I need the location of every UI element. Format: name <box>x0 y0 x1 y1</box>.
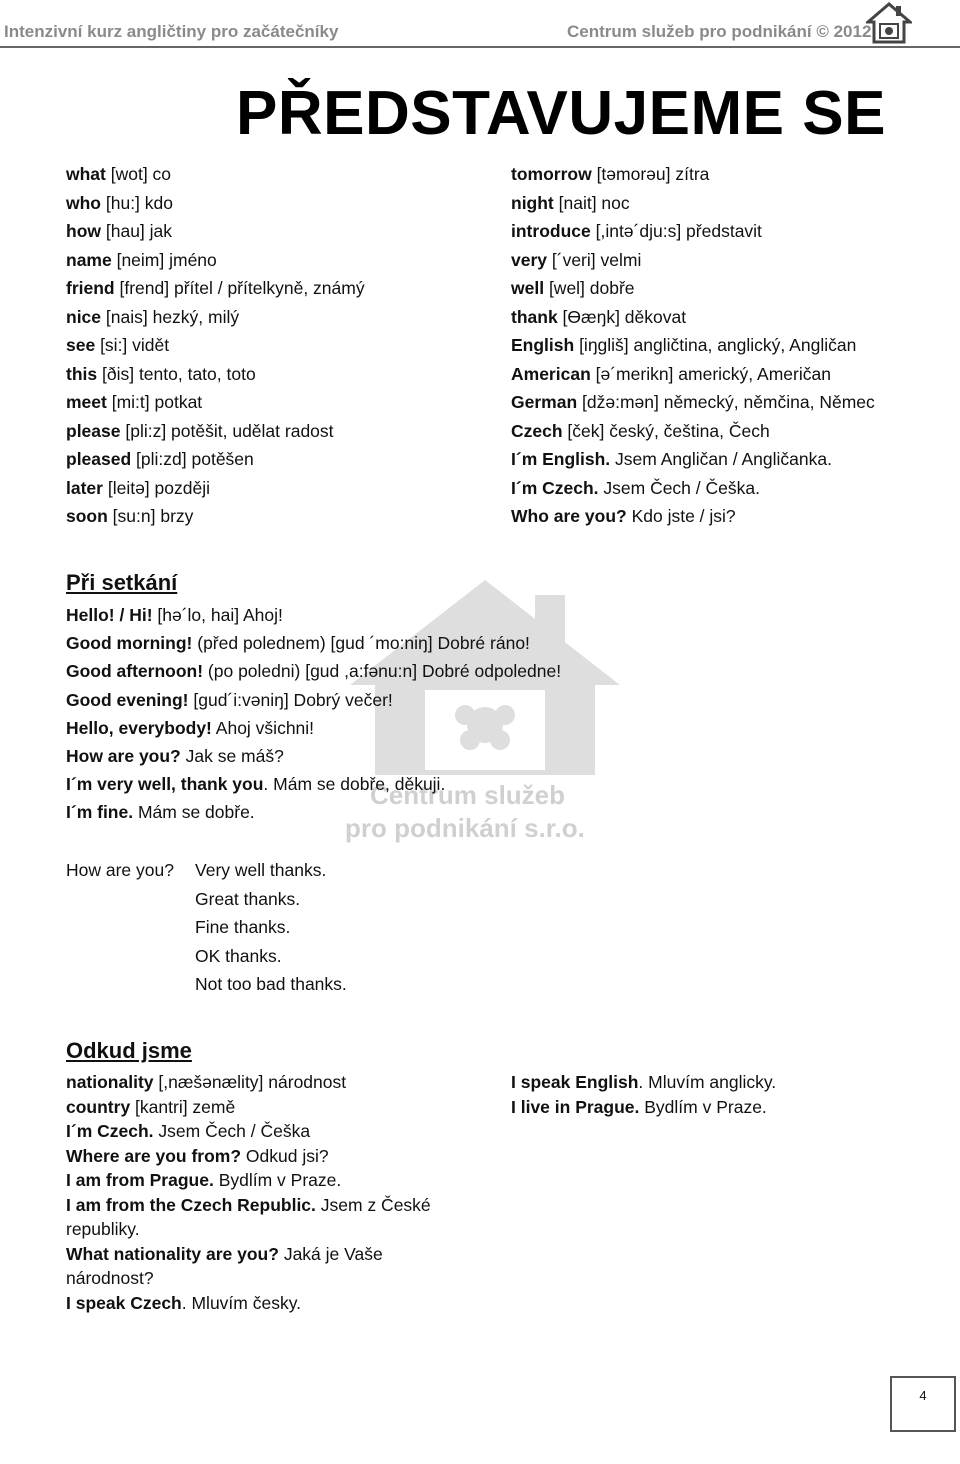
english-term: Good afternoon! <box>66 661 204 682</box>
vocab-line <box>66 1244 383 1264</box>
watermark-text: Centrum služeb <box>370 780 566 810</box>
vocab-line <box>66 1097 235 1117</box>
vocab-line <box>66 478 210 498</box>
translation: Jsem z České <box>315 1194 431 1215</box>
translation: Mám se dobře. <box>133 802 255 823</box>
translation: [hə´lo, hai] Ahoj! <box>152 605 283 625</box>
translation: [su:n] brzy <box>107 506 194 526</box>
vocab-line <box>511 449 832 469</box>
response-item: Fine thanks. <box>195 917 291 937</box>
vocab-line <box>66 1072 346 1092</box>
english-term: Hello, everybody! <box>66 717 212 738</box>
translation: [hu:] kdo <box>101 192 173 213</box>
vocab-line <box>66 221 172 241</box>
vocab-line <box>66 364 256 384</box>
header-course-title: Intenzivní kurz angličtiny pro začátečníky <box>4 22 339 41</box>
english-term: who <box>66 192 101 213</box>
english-term: What nationality are you? <box>66 1243 279 1264</box>
translation: [ə´merikn] americký, Američan <box>590 363 831 384</box>
translation: [pli:zd] potěšen <box>131 449 254 469</box>
english-term: pleased <box>66 449 132 469</box>
translation: [nait] noc <box>553 192 630 213</box>
english-term: soon <box>66 506 108 526</box>
vocab-line <box>511 307 686 327</box>
english-term: meet <box>66 392 107 412</box>
translation: [si:] vidět <box>95 335 170 355</box>
translation: Jsem Čech / Češka <box>153 1121 311 1141</box>
translation: Jsem Čech / Češka. <box>598 477 760 498</box>
english-term: how <box>66 221 101 241</box>
vocab-line <box>66 250 217 270</box>
translation: Ahoj všichni! <box>211 717 315 738</box>
translation: [ček] český, čeština, Čech <box>562 420 770 441</box>
vocab-line <box>511 364 831 384</box>
vocab-line <box>66 633 530 653</box>
vocab-line <box>66 506 193 526</box>
section-heading-origin: Odkud jsme <box>66 1038 192 1063</box>
translation: . Mluvím anglicky. <box>638 1072 777 1092</box>
translation: Odkud jsi? <box>241 1145 329 1166</box>
english-term: Hello! / Hi! <box>66 605 153 625</box>
responses-question: How are you? <box>66 860 174 880</box>
english-term: How are you? <box>66 746 181 766</box>
translation: [ðis] tento, tato, toto <box>97 363 256 384</box>
english-term: please <box>66 420 121 441</box>
response-item: Not too bad thanks. <box>195 974 347 994</box>
vocab-line <box>66 1195 431 1215</box>
translation: Bydlím v Praze. <box>213 1170 342 1190</box>
translation: [Өæŋk] děkovat <box>557 306 687 327</box>
response-item: Great thanks. <box>195 888 301 909</box>
vocab-line <box>511 1097 767 1117</box>
vocab-line <box>66 746 284 766</box>
vocab-line <box>66 392 202 412</box>
vocab-line <box>66 1268 154 1288</box>
translation: [leitə] později <box>102 477 210 498</box>
vocab-line <box>66 307 239 327</box>
english-term: introduce <box>511 221 591 241</box>
vocab-line <box>511 250 641 270</box>
section-heading-meeting: Při setkání <box>66 570 178 595</box>
vocab-line <box>511 392 875 412</box>
response-item: Very well thanks. <box>195 860 327 880</box>
vocab-line <box>66 421 334 441</box>
english-term: I´m very well, thank you <box>66 774 264 795</box>
vocab-line <box>66 1293 301 1313</box>
translation: [frend] přítel / přítelkyně, známý <box>114 278 365 298</box>
vocab-line <box>66 278 365 298</box>
vocab-line <box>511 164 709 184</box>
english-term: tomorrow <box>511 164 592 184</box>
english-term: later <box>66 477 103 498</box>
english-term: I´m English. <box>511 449 611 469</box>
translation: Bydlím v Praze. <box>639 1096 767 1117</box>
vocab-line <box>66 1146 329 1166</box>
house-logo-icon <box>866 2 912 44</box>
vocab-line <box>511 193 630 213</box>
translation: . Mluvím česky. <box>181 1292 302 1313</box>
english-term: very <box>511 249 548 270</box>
vocab-line <box>66 718 314 738</box>
translation: národnost? <box>66 1268 154 1288</box>
translation: [təmorəu] zítra <box>591 164 710 184</box>
english-term: I speak Czech <box>66 1292 182 1313</box>
vocab-line <box>511 421 770 441</box>
vocab-line <box>66 449 254 469</box>
translation: [iŋgliš] angličtina, anglický, Angličan <box>574 335 857 355</box>
english-term: night <box>511 192 554 213</box>
english-term: nice <box>66 306 102 327</box>
translation: Jsem Angličan / Angličanka. <box>610 449 832 469</box>
translation: Kdo jste / jsi? <box>626 506 736 526</box>
vocab-line <box>66 193 173 213</box>
translation: [,næšənælity] národnost <box>153 1072 347 1092</box>
vocab-line <box>511 1072 776 1092</box>
translation: [neim] jméno <box>111 249 217 270</box>
translation: Jaká je Vaše <box>278 1243 383 1264</box>
vocab-line <box>511 221 762 241</box>
english-term: see <box>66 335 96 355</box>
vocab-line <box>66 690 393 710</box>
english-term: English <box>511 335 575 355</box>
translation: [wel] dobře <box>544 278 635 298</box>
translation: Jak se máš? <box>180 746 284 766</box>
english-term: Czech <box>511 420 563 441</box>
response-item: OK thanks. <box>195 945 282 966</box>
translation: [mi:t] potkat <box>106 392 203 412</box>
vocab-line <box>66 1170 341 1190</box>
vocab-line <box>66 1121 310 1141</box>
english-term: this <box>66 363 98 384</box>
vocab-line <box>66 605 283 625</box>
vocab-line <box>511 278 635 298</box>
english-term: thank <box>511 306 558 327</box>
vocab-line <box>511 478 760 498</box>
vocab-line <box>511 335 856 355</box>
english-term: I live in Prague. <box>511 1096 640 1117</box>
page-title: PŘEDSTAVUJEME SE <box>236 79 886 148</box>
vocab-line <box>66 774 445 794</box>
english-term: I´m fine. <box>66 802 134 823</box>
vocab-line <box>66 802 255 822</box>
translation: [´veri] velmi <box>547 249 642 270</box>
vocab-line <box>66 661 561 681</box>
english-term: I´m Czech. <box>66 1121 154 1141</box>
english-term: Who are you? <box>511 506 627 526</box>
page-number: 4 <box>919 1388 927 1403</box>
english-term: Good morning! <box>66 633 193 654</box>
translation: [nais] hezký, milý <box>101 306 240 327</box>
page-number-box <box>890 1376 956 1432</box>
translation: . Mám se dobře, děkuji. <box>263 774 446 795</box>
translation: (před polednem) [gud ´mo:niŋ] Dobré ráno! <box>192 633 530 654</box>
translation: [,intə´dju:s] představit <box>590 221 762 241</box>
translation: [džə:mən] německý, němčina, Němec <box>577 392 875 412</box>
header-company: Centrum služeb pro podnikání © 2012 <box>567 22 872 41</box>
english-term: Where are you from? <box>66 1145 242 1166</box>
vocab-line <box>66 164 171 184</box>
english-term: country <box>66 1096 131 1117</box>
translation: [kantri] země <box>130 1096 236 1117</box>
english-term: I´m Czech. <box>511 477 599 498</box>
translation: [hau] jak <box>101 221 173 241</box>
english-term: Good evening! <box>66 689 189 710</box>
translation: [pli:z] potěšit, udělat radost <box>120 420 334 441</box>
english-term: I speak English <box>511 1072 639 1092</box>
english-term: friend <box>66 278 115 298</box>
vocab-line <box>66 335 169 355</box>
english-term: well <box>511 278 545 298</box>
page-header <box>0 0 960 48</box>
translation: (po poledni) [gud ,a:fənu:n] Dobré odpoledne! <box>203 661 562 682</box>
english-term: name <box>66 249 112 270</box>
english-term: I am from Prague. <box>66 1170 214 1190</box>
vocab-line <box>511 506 736 526</box>
english-term: I am from the Czech Republic. <box>66 1194 316 1215</box>
english-term: American <box>511 363 591 384</box>
translation: [gud´i:vəniŋ] Dobrý večer! <box>188 689 393 710</box>
watermark-text: pro podnikání s.r.o. <box>345 813 585 843</box>
translation: republiky. <box>66 1219 140 1239</box>
vocab-line <box>66 1219 140 1239</box>
english-term: what <box>66 164 106 184</box>
english-term: German <box>511 392 578 412</box>
english-term: nationality <box>66 1072 154 1092</box>
translation: [wot] co <box>105 164 172 184</box>
